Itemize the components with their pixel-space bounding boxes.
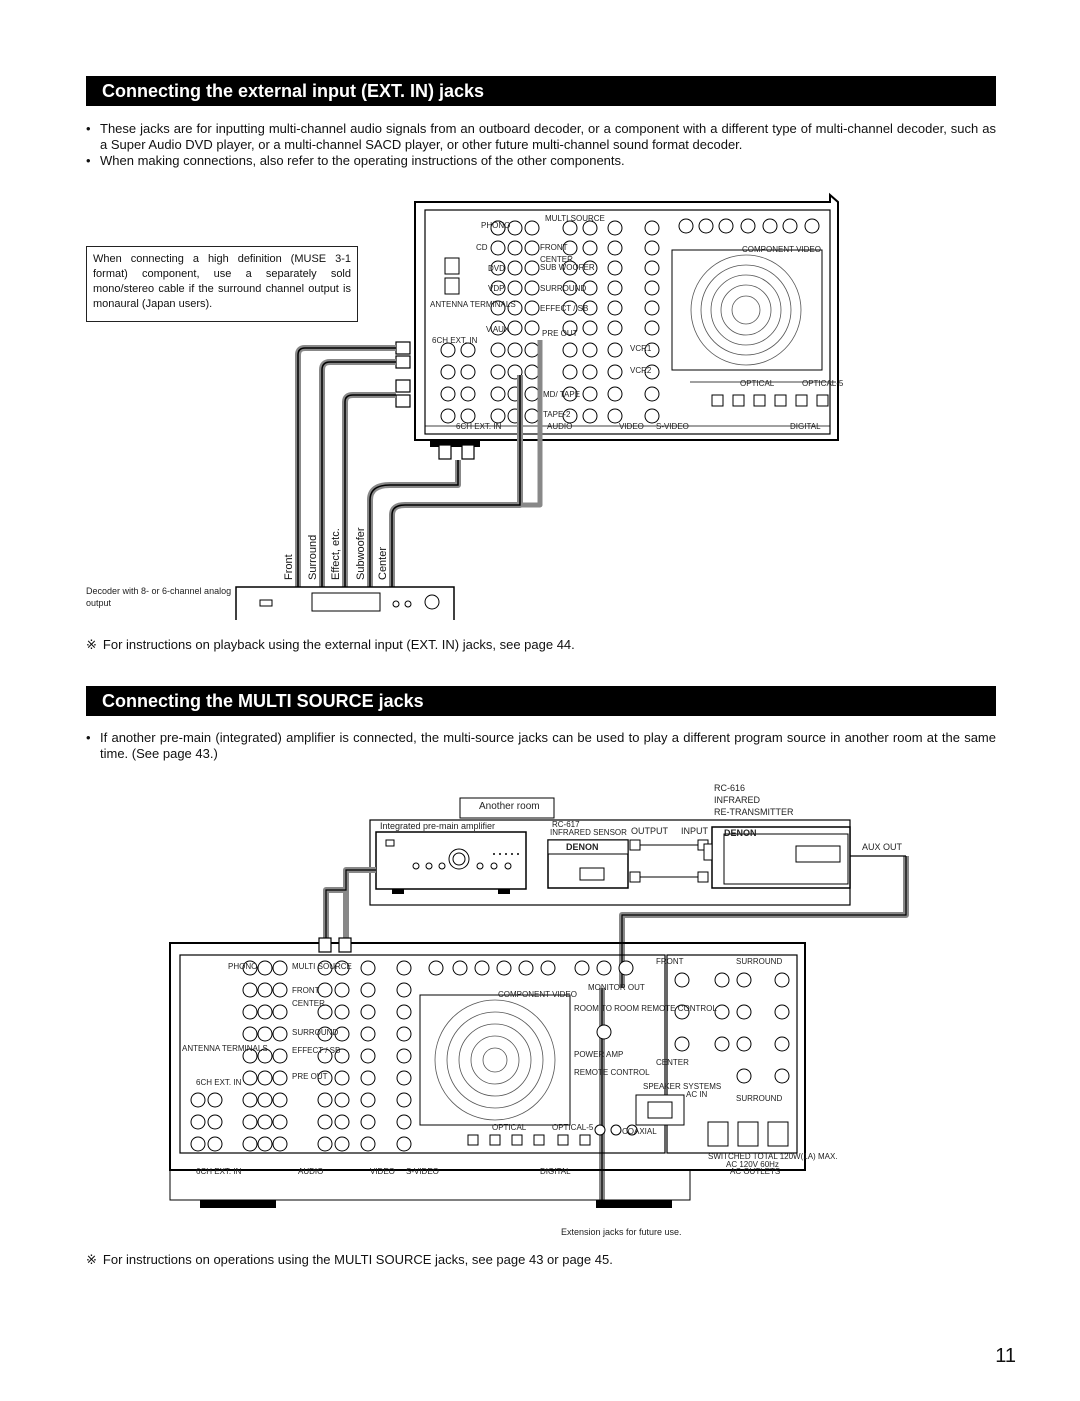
output-label: OUTPUT: [631, 826, 668, 836]
optical-label: OPTICAL: [740, 379, 775, 388]
bullet-text: If another pre-main (integrated) amplifier is connected, the multi-source jacks can be used to play a different program source in another room at the same time. (See page 43.): [100, 730, 996, 761]
channel-label: Surround: [307, 534, 319, 580]
front-speaker-label: FRONT: [656, 957, 684, 966]
switched-label: SWITCHED TOTAL 120W(1A) MAX.: [708, 1152, 838, 1161]
bullet-text: When making connections, also refer to the operating instructions of the other components.: [100, 153, 625, 168]
coaxial-label: COAXIAL: [622, 1127, 657, 1136]
pre-out-label: PRE OUT: [292, 1072, 328, 1081]
surround-lower-label: SURROUND: [736, 1094, 783, 1103]
rc617-label: RC-617: [552, 820, 580, 829]
section-heading-ext-in: Connecting the external input (EXT. IN) jacks: [86, 76, 996, 106]
ext-in-label-bottom: 6CH EXT. IN: [456, 422, 502, 431]
digital-label: DIGITAL: [540, 1167, 571, 1176]
v-aux-label: V.AUX: [486, 325, 510, 334]
bullet-text: These jacks are for inputting multi-channel audio signals from an outboard decoder, or a component with a different type of multi-channel decoder, such as a Super Audio DVD player, or a multi-channel SACD player, or other future multi-channel sound format decoder.: [100, 121, 996, 152]
center-label: CENTER: [540, 255, 573, 264]
effect-sb-label: EFFECT / SB: [540, 304, 589, 313]
integrated-amp-label: Integrated pre-main amplifier: [380, 821, 496, 831]
tape2-label: TAPE-2: [543, 410, 571, 419]
infrared-sensor-label: INFRARED SENSOR: [550, 828, 627, 837]
optical-label: OPTICAL: [492, 1123, 527, 1132]
channel-label: Front: [283, 554, 295, 580]
audio-label: AUDIO: [547, 422, 573, 431]
rc616-label: RE-TRANSMITTER: [714, 807, 794, 817]
denon-logo: DENON: [724, 828, 757, 838]
remote-control-label: REMOTE CONTROL: [574, 1068, 650, 1077]
extension-caption: Extension jacks for future use.: [561, 1227, 682, 1237]
sub-woofer-label: SUB WOOFER: [540, 263, 595, 272]
decoder-caption: Decoder with 8- or 6-channel analog output: [86, 586, 232, 608]
bullet-item: • If another pre-main (integrated) amplifier is connected, the multi-source jacks can be used to play a different program source in another room at the same time. (See page 43.): [86, 730, 996, 761]
phono-label: PHONO: [228, 962, 258, 971]
video-label: VIDEO: [370, 1167, 395, 1176]
ac-outlets-label: AC OUTLETS: [730, 1167, 781, 1176]
surround-label: SURROUND: [292, 1028, 339, 1037]
pre-out-label: PRE OUT: [542, 329, 578, 338]
video-label: VIDEO: [619, 422, 644, 431]
vcr1-label: VCR1: [630, 344, 652, 353]
channel-label: Effect, etc.: [330, 528, 342, 580]
page-number: 11: [995, 1345, 1016, 1367]
audio-label: AUDIO: [298, 1167, 324, 1176]
center-speaker-label: CENTER: [656, 1058, 689, 1067]
vdp-label: VDP: [488, 284, 505, 293]
ext-in-label-bottom: 6CH EXT. IN: [196, 1167, 242, 1176]
phono-label: PHONO: [481, 221, 511, 230]
speaker-systems-label: SPEAKER SYSTEMS: [643, 1082, 722, 1091]
power-amp-label: POWER AMP: [574, 1050, 624, 1059]
s-video-label: S-VIDEO: [406, 1167, 439, 1176]
antenna-label: ANTENNA TERMINALS: [430, 300, 516, 309]
s-video-label: S-VIDEO: [656, 422, 689, 431]
denon-logo: DENON: [566, 842, 599, 852]
antenna-label: ANTENNA TERMINALS: [182, 1044, 268, 1053]
surround-speaker-label: SURROUND: [736, 957, 783, 966]
note-ext-in: ※ For instructions on playback using the external input (EXT. IN) jacks, see page 44.: [86, 637, 575, 652]
note-multi-source: ※ For instructions on operations using the MULTI SOURCE jacks, see page 43 or page 45.: [86, 1252, 613, 1267]
callout-box: When connecting a high definition (MUSE 3-1 format) component, use a separately sold mono/stereo cable if the surround channel output is monaural (Japan users).: [86, 246, 358, 322]
ext-in-label: 6CH EXT. IN: [432, 336, 478, 345]
multi-source-label: MULTI SOURCE: [545, 214, 605, 223]
channel-label: Center: [377, 546, 389, 580]
another-room-label: Another room: [479, 801, 540, 812]
section-heading-multi-source: Connecting the MULTI SOURCE jacks: [86, 686, 996, 716]
ext-in-label: 6CH EXT. IN: [196, 1078, 242, 1087]
center-label: CENTER: [292, 999, 325, 1008]
surround-label: SURROUND: [540, 284, 587, 293]
rc616-label: RC-616: [714, 783, 746, 793]
dvd-label: DVD: [488, 264, 505, 273]
vcr2-label: VCR2: [630, 366, 652, 375]
front-label: FRONT: [292, 986, 320, 995]
optical5-label: OPTICAL-5: [802, 379, 844, 388]
component-video-label: COMPONENT VIDEO: [742, 245, 821, 254]
component-video-label: COMPONENT VIDEO: [498, 990, 577, 999]
optical5-label: OPTICAL-5: [552, 1123, 594, 1132]
bullet-item: • When making connections, also refer to the operating instructions of the other components.: [86, 153, 996, 169]
channel-label: Subwoofer: [355, 527, 367, 580]
rc616-label: INFRARED: [714, 795, 761, 805]
room-to-room-label: ROOM TO ROOM REMOTE CONTROL: [574, 1004, 717, 1013]
cd-label: CD: [476, 243, 488, 252]
monitor-out-label: MONITOR OUT: [588, 983, 645, 992]
bullet-item: • These jacks are for inputting multi-channel audio signals from an outboard decoder, or a component with a different type of multi-channel decoder, such as a Super Audio DVD player, or a multi-channel SACD player, or other future multi-channel sound format decoder.: [86, 121, 996, 152]
digital-label: DIGITAL: [790, 422, 821, 431]
ac-in-label: AC IN: [686, 1090, 708, 1099]
effect-sb-label: EFFECT / SB: [292, 1046, 341, 1055]
ac-rating-label: AC 120V 60Hz: [726, 1160, 779, 1169]
input-label: INPUT: [681, 826, 708, 836]
aux-out-label: AUX OUT: [862, 842, 903, 852]
multi-source-label: MULTI SOURCE: [292, 962, 352, 971]
front-label: FRONT: [540, 243, 568, 252]
md-tape-label: MD/ TAPE: [543, 390, 581, 399]
